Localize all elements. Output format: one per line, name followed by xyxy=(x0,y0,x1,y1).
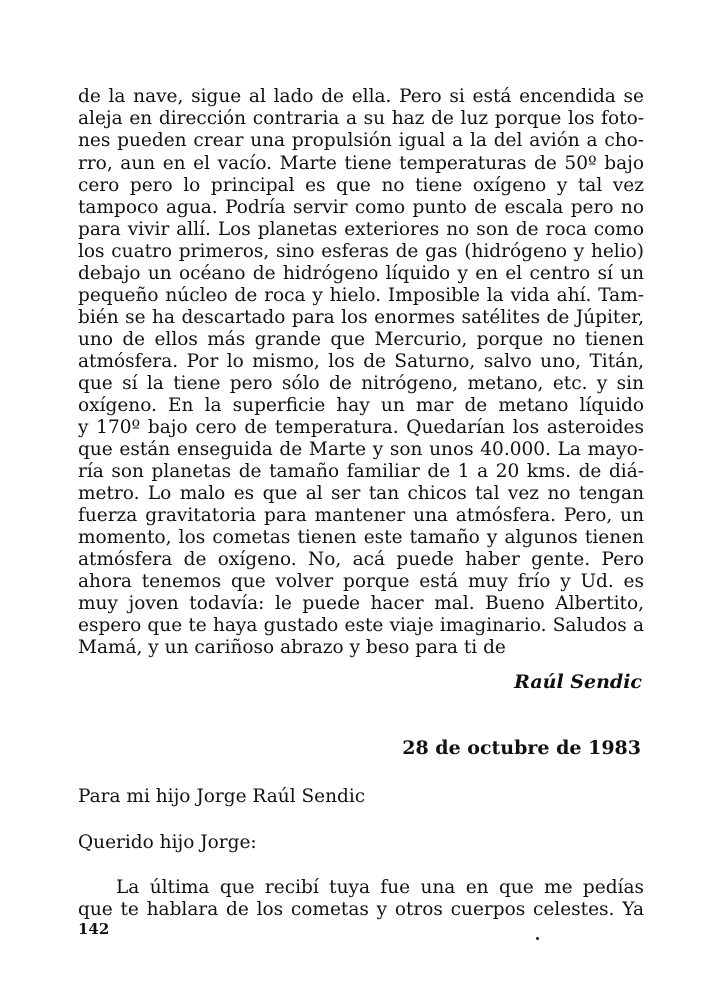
body-line: tampoco agua. Podría servir como punto de escala pero no xyxy=(78,197,644,218)
body-line: fuerza gravitatoria para mantener una atmósfera. Pero, un xyxy=(78,505,644,526)
body-line: cero pero lo principal es que no tiene oxígeno y tal vez xyxy=(78,175,644,196)
body-line: aleja en dirección contraria a su haz de luz porque los foto- xyxy=(78,108,644,129)
body-line: oxígeno. En la superficie hay un mar de metano líquido xyxy=(78,395,644,416)
body-line: pequeño núcleo de roca y hielo. Imposible la vida ahí. Tam- xyxy=(78,285,644,306)
salutation: Querido hijo Jorge: xyxy=(78,832,257,853)
closing-line: La última que recibí tuya fue una en que me pedías xyxy=(116,877,644,898)
body-line: para vivir allí. Los planetas exteriores no son de roca como xyxy=(78,219,644,240)
body-line: ahora tenemos que volver porque está muy frío y Ud. es xyxy=(78,571,644,592)
print-speck xyxy=(536,937,539,940)
signature: Raúl Sendic xyxy=(514,671,642,693)
letter-date: 28 de octubre de 1983 xyxy=(402,737,641,759)
body-line: momento, los cometas tienen este tamaño y algunos tienen xyxy=(78,527,644,548)
body-line: de la nave, sigue al lado de ella. Pero si está encendida se xyxy=(78,86,644,107)
closing-line: que te hablara de los cometas y otros cuerpos celestes. Ya xyxy=(78,899,644,920)
body-line: rro, aun en el vacío. Marte tiene temperaturas de 50º bajo xyxy=(78,153,644,174)
page-number: 142 xyxy=(78,920,110,938)
body-line: los cuatro primeros, sino esferas de gas (hidrógeno y helio) xyxy=(78,241,644,262)
body-line: uno de ellos más grande que Mercurio, porque no tienen xyxy=(78,329,644,350)
body-line: que sí la tiene pero sólo de nitrógeno, metano, etc. y sin xyxy=(78,373,644,394)
body-line: ría son planetas de tamaño familiar de 1 a 20 kms. de diá- xyxy=(78,461,644,482)
body-line: nes pueden crear una propulsión igual a la del avión a cho- xyxy=(78,130,644,151)
body-line: y 170º bajo cero de temperatura. Quedarían los asteroides xyxy=(78,417,644,438)
body-line: Mamá, y un cariñoso abrazo y beso para ti de xyxy=(78,637,506,658)
body-line: espero que te haya gustado este viaje imaginario. Saludos a xyxy=(78,615,644,636)
body-line: atmósfera. Por lo mismo, los de Saturno, salvo uno, Titán, xyxy=(78,351,644,372)
dedication: Para mi hijo Jorge Raúl Sendic xyxy=(78,786,366,807)
body-line: debajo un océano de hidrógeno líquido y en el centro sí un xyxy=(78,263,644,284)
body-line: metro. Lo malo es que al ser tan chicos tal vez no tengan xyxy=(78,483,644,504)
body-line: muy joven todavía: le puede hacer mal. Bueno Albertito, xyxy=(78,593,644,614)
body-line: que están enseguida de Marte y son unos 40.000. La mayo- xyxy=(78,439,644,460)
body-line: atmósfera de oxígeno. No, acá puede haber gente. Pero xyxy=(78,549,644,570)
body-line: bién se ha descartado para los enormes satélites de Júpiter, xyxy=(78,307,644,328)
